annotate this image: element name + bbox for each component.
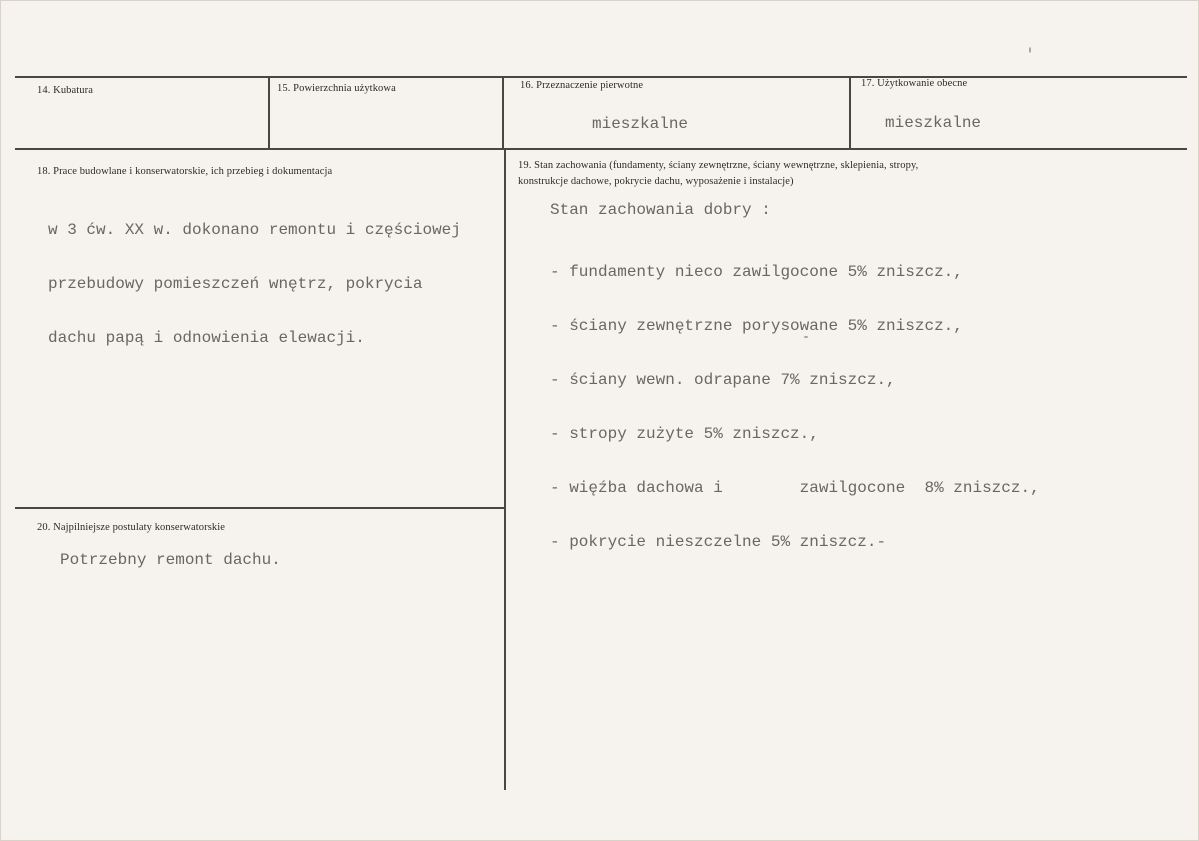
field-18-label: 18. Prace budowlane i konserwatorskie, ich przebieg i dokumentacja bbox=[37, 166, 333, 177]
field-19-label-line1: 19. Stan zachowania (fundamenty, ściany zewnętrzne, ściany wewnętrzne, sklepienia, stropy, bbox=[518, 160, 919, 171]
condition-item: - fundamenty nieco zawilgocone 5% zniszcz., bbox=[550, 263, 963, 281]
header-bottom-rule bbox=[15, 148, 1187, 150]
paper-speck bbox=[804, 336, 808, 338]
field-18-line: przebudowy pomieszczeń wnętrz, pokrycia bbox=[48, 275, 423, 293]
condition-item: - więźba dachowa i zawilgocone 8% zniszcz., bbox=[550, 479, 1040, 497]
field-20-label: 20. Najpilniejsze postulaty konserwatorskie bbox=[37, 522, 226, 533]
field-19-label-line2: konstrukcje dachowe, pokrycie dachu, wyposażenie i instalacje) bbox=[518, 176, 794, 187]
condition-item: - ściany zewnętrzne porysowane 5% zniszcz., bbox=[550, 317, 963, 335]
field-19-items bbox=[550, 227, 1040, 587]
field-17-label: 17. Użytkowanie obecne bbox=[861, 78, 968, 89]
field-14-label: 14. Kubatura bbox=[37, 85, 94, 96]
divider-15-16 bbox=[502, 76, 504, 150]
field-18-line: w 3 ćw. XX w. dokonano remontu i częściowej bbox=[48, 221, 461, 239]
field-15-label: 15. Powierzchnia użytkowa bbox=[277, 83, 396, 94]
section-18-20-rule bbox=[15, 507, 504, 509]
condition-item: - pokrycie nieszczelne 5% zniszcz.- bbox=[550, 533, 887, 551]
field-17-value: mieszkalne bbox=[885, 114, 982, 132]
condition-item: - ściany wewn. odrapane 7% zniszcz., bbox=[550, 371, 896, 389]
main-column-divider bbox=[504, 148, 506, 790]
field-18-line: dachu papą i odnowienia elewacji. bbox=[48, 329, 365, 347]
top-rule bbox=[15, 76, 1187, 78]
field-18-text bbox=[48, 185, 461, 383]
paper-speck bbox=[1029, 47, 1031, 53]
divider-14-15 bbox=[268, 76, 270, 150]
field-20-value: Potrzebny remont dachu. bbox=[60, 551, 281, 569]
field-19-heading: Stan zachowania dobry : bbox=[550, 201, 771, 219]
field-16-value: mieszkalne bbox=[592, 115, 689, 133]
field-16-label: 16. Przeznaczenie pierwotne bbox=[520, 80, 644, 91]
divider-16-17 bbox=[849, 76, 851, 150]
condition-item: - stropy zużyte 5% zniszcz., bbox=[550, 425, 819, 443]
